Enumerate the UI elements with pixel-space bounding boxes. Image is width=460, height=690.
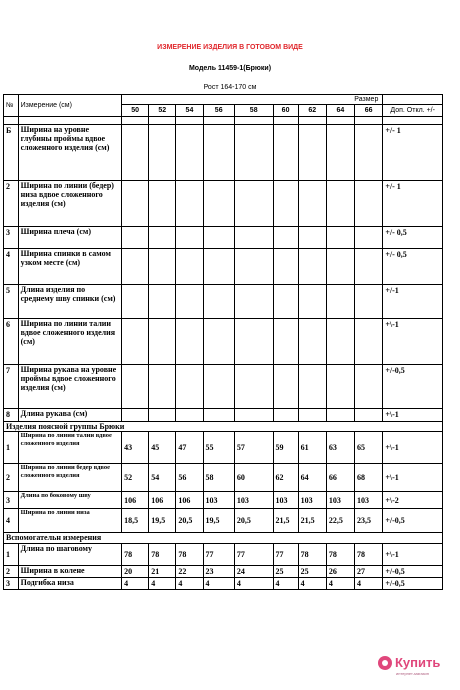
value-cell: 59 xyxy=(273,432,298,464)
value-cell xyxy=(326,365,354,409)
value-cell xyxy=(176,365,203,409)
section-heading-waist: Изделия поясной группы Брюки xyxy=(4,422,443,432)
table-row xyxy=(4,544,443,566)
tolerance-cell: +/- 1 xyxy=(383,181,443,227)
value-cell: 78 xyxy=(298,544,326,566)
value-cell: 25 xyxy=(298,566,326,578)
value-cell xyxy=(122,125,149,181)
value-cell: 77 xyxy=(273,544,298,566)
measure-name: Длина по боковому шву xyxy=(18,492,121,509)
value-cell xyxy=(298,319,326,365)
blank-cell xyxy=(355,117,383,125)
size-header: 54 xyxy=(176,105,203,117)
value-cell: 56 xyxy=(176,464,203,492)
measure-name: Ширина по линии талии вдвое сложенного изделия (см) xyxy=(18,319,121,365)
tolerance-cell: +\-1 xyxy=(383,319,443,365)
value-cell: 103 xyxy=(298,492,326,509)
tolerance-cell: +\-1 xyxy=(383,409,443,422)
tolerance-cell: +/-0,5 xyxy=(383,578,443,590)
value-cell: 21,5 xyxy=(298,509,326,533)
table-row xyxy=(4,509,443,533)
row-number: 2 xyxy=(4,181,19,227)
measure-name: Ширина по линии талии вдвое сложенного изделия xyxy=(18,432,121,464)
value-cell xyxy=(122,365,149,409)
value-cell xyxy=(298,181,326,227)
value-cell: 4 xyxy=(176,578,203,590)
value-cell xyxy=(176,227,203,249)
size-header: 52 xyxy=(149,105,176,117)
value-cell: 47 xyxy=(176,432,203,464)
value-cell xyxy=(355,409,383,422)
value-cell: 78 xyxy=(122,544,149,566)
table-row xyxy=(4,464,443,492)
value-cell: 55 xyxy=(203,432,234,464)
value-cell: 26 xyxy=(326,566,354,578)
value-cell xyxy=(298,125,326,181)
value-cell: 61 xyxy=(298,432,326,464)
tolerance-cell: +\-1 xyxy=(383,464,443,492)
value-cell: 4 xyxy=(326,578,354,590)
table-row xyxy=(4,181,443,227)
size-header: 60 xyxy=(273,105,298,117)
value-cell xyxy=(149,319,176,365)
height-range: Рост 164-170 см xyxy=(203,84,257,91)
value-cell xyxy=(203,285,234,319)
row-number: 5 xyxy=(4,285,19,319)
value-cell: 62 xyxy=(273,464,298,492)
value-cell xyxy=(149,181,176,227)
value-cell: 52 xyxy=(122,464,149,492)
table-row xyxy=(4,566,443,578)
blank-cell xyxy=(383,117,443,125)
value-cell xyxy=(176,409,203,422)
tolerance-cell: +/-0,5 xyxy=(383,365,443,409)
value-cell: 4 xyxy=(298,578,326,590)
size-header: 64 xyxy=(326,105,354,117)
value-cell xyxy=(355,181,383,227)
blank-cell xyxy=(203,117,234,125)
value-cell: 103 xyxy=(326,492,354,509)
tolerance-cell: +/- 0,5 xyxy=(383,249,443,285)
measure-name: Ширина плеча (см) xyxy=(18,227,121,249)
value-cell xyxy=(234,125,273,181)
value-cell xyxy=(203,125,234,181)
value-cell xyxy=(122,285,149,319)
row-number: 4 xyxy=(4,509,19,533)
value-cell: 27 xyxy=(355,566,383,578)
value-cell xyxy=(122,409,149,422)
size-header: 50 xyxy=(122,105,149,117)
row-number: 2 xyxy=(4,464,19,492)
value-cell xyxy=(355,285,383,319)
model-name: Модель 11459-1(Брюки) xyxy=(188,65,272,72)
measure-name: Ширина в колене xyxy=(18,566,121,578)
row-number: 6 xyxy=(4,319,19,365)
col-tolerance-spacer xyxy=(383,95,443,105)
value-cell xyxy=(273,249,298,285)
size-header: 58 xyxy=(234,105,273,117)
measure-name: Длина рукава (см) xyxy=(18,409,121,422)
blank-cell xyxy=(326,117,354,125)
measure-name: Ширина рукава на уровне проймы вдвое сложенного изделия (см) xyxy=(18,365,121,409)
value-cell: 20,5 xyxy=(234,509,273,533)
value-cell: 103 xyxy=(203,492,234,509)
value-cell: 23 xyxy=(203,566,234,578)
value-cell: 64 xyxy=(298,464,326,492)
value-cell xyxy=(203,409,234,422)
value-cell: 43 xyxy=(122,432,149,464)
value-cell xyxy=(298,227,326,249)
blank-cell xyxy=(234,117,273,125)
value-cell xyxy=(298,365,326,409)
value-cell xyxy=(273,125,298,181)
value-cell: 78 xyxy=(176,544,203,566)
value-cell xyxy=(122,249,149,285)
tolerance-cell: +/-0,5 xyxy=(383,566,443,578)
value-cell: 19,5 xyxy=(203,509,234,533)
value-cell: 103 xyxy=(234,492,273,509)
col-measure-header: Измерение (см) xyxy=(18,95,121,117)
size-header: 62 xyxy=(298,105,326,117)
value-cell: 63 xyxy=(326,432,354,464)
value-cell xyxy=(355,227,383,249)
table-row xyxy=(4,365,443,409)
row-number: 4 xyxy=(4,249,19,285)
value-cell: 21 xyxy=(149,566,176,578)
value-cell xyxy=(298,249,326,285)
value-cell: 19,5 xyxy=(149,509,176,533)
value-cell xyxy=(298,409,326,422)
row-number: 3 xyxy=(4,227,19,249)
value-cell: 57 xyxy=(234,432,273,464)
tolerance-cell: +/-1 xyxy=(383,285,443,319)
value-cell: 22 xyxy=(176,566,203,578)
row-number: 7 xyxy=(4,365,19,409)
value-cell: 54 xyxy=(149,464,176,492)
table-row xyxy=(4,285,443,319)
table-row xyxy=(4,227,443,249)
value-cell xyxy=(326,125,354,181)
table-row xyxy=(4,432,443,464)
tolerance-cell: +/- 1 xyxy=(383,125,443,181)
tolerance-cell: +\-1 xyxy=(383,544,443,566)
value-cell: 106 xyxy=(176,492,203,509)
value-cell xyxy=(234,409,273,422)
tolerance-cell: +/-0,5 xyxy=(383,509,443,533)
blank-cell xyxy=(176,117,203,125)
section-heading-aux: Вспомогательн измерения xyxy=(4,533,443,544)
value-cell xyxy=(203,319,234,365)
size-header: 56 xyxy=(203,105,234,117)
value-cell: 21,5 xyxy=(273,509,298,533)
value-cell xyxy=(203,181,234,227)
logo-brand: Купить xyxy=(395,655,441,670)
measure-name: Подгибка низа xyxy=(18,578,121,590)
value-cell xyxy=(176,319,203,365)
value-cell xyxy=(149,125,176,181)
row-number: 1 xyxy=(4,544,19,566)
value-cell: 4 xyxy=(149,578,176,590)
value-cell xyxy=(273,409,298,422)
value-cell xyxy=(326,285,354,319)
value-cell xyxy=(149,227,176,249)
measurement-table xyxy=(3,94,443,590)
value-cell xyxy=(273,319,298,365)
value-cell xyxy=(355,319,383,365)
value-cell xyxy=(355,365,383,409)
tolerance-cell: +\-1 xyxy=(383,432,443,464)
table-row xyxy=(4,319,443,365)
value-cell xyxy=(234,227,273,249)
value-cell xyxy=(234,285,273,319)
row-number: Б xyxy=(4,125,19,181)
row-number: 8 xyxy=(4,409,19,422)
size-header: 66 xyxy=(355,105,383,117)
row-number: 3 xyxy=(4,578,19,590)
value-cell xyxy=(176,181,203,227)
value-cell: 78 xyxy=(355,544,383,566)
row-number: 3 xyxy=(4,492,19,509)
value-cell xyxy=(326,227,354,249)
col-no-header: № xyxy=(4,95,19,117)
value-cell xyxy=(149,365,176,409)
value-cell xyxy=(326,181,354,227)
measure-name: Ширина на уровне глубины проймы вдвое сложенного изделия (см) xyxy=(18,125,121,181)
measure-name: Ширина спинки в самом узком месте (см) xyxy=(18,249,121,285)
measure-name: Ширина по линии бедер вдвое сложенного изделия xyxy=(18,464,121,492)
value-cell: 103 xyxy=(355,492,383,509)
value-cell: 103 xyxy=(273,492,298,509)
value-cell xyxy=(326,249,354,285)
value-cell: 4 xyxy=(203,578,234,590)
measure-name: Ширина по линии низа xyxy=(18,509,121,533)
col-size-header: Размер xyxy=(122,95,383,105)
value-cell: 4 xyxy=(273,578,298,590)
table-row xyxy=(4,409,443,422)
table-row xyxy=(4,125,443,181)
value-cell: 22,5 xyxy=(326,509,354,533)
blank-cell xyxy=(149,117,176,125)
value-cell xyxy=(355,125,383,181)
blank-cell xyxy=(18,117,121,125)
measure-name: Ширина по линии (бедер) низа вдвое сложенного изделия (см) xyxy=(18,181,121,227)
value-cell xyxy=(355,249,383,285)
table-row xyxy=(4,492,443,509)
value-cell xyxy=(273,227,298,249)
value-cell xyxy=(122,319,149,365)
value-cell: 20,5 xyxy=(176,509,203,533)
value-cell xyxy=(122,181,149,227)
value-cell xyxy=(149,285,176,319)
table-row xyxy=(4,578,443,590)
measure-name: Длина по шаговому xyxy=(18,544,121,566)
value-cell: 4 xyxy=(355,578,383,590)
value-cell xyxy=(149,249,176,285)
value-cell: 78 xyxy=(149,544,176,566)
row-number: 2 xyxy=(4,566,19,578)
table-row xyxy=(4,422,443,432)
value-cell: 77 xyxy=(203,544,234,566)
value-cell: 78 xyxy=(326,544,354,566)
blank-cell xyxy=(4,117,19,125)
value-cell: 4 xyxy=(122,578,149,590)
value-cell: 77 xyxy=(234,544,273,566)
value-cell: 106 xyxy=(149,492,176,509)
value-cell xyxy=(298,285,326,319)
value-cell xyxy=(176,125,203,181)
value-cell xyxy=(203,365,234,409)
value-cell xyxy=(122,227,149,249)
value-cell xyxy=(176,249,203,285)
value-cell xyxy=(176,285,203,319)
value-cell xyxy=(234,319,273,365)
value-cell xyxy=(234,249,273,285)
document-title: ИЗМЕРЕНИЕ ИЗДЕЛИЯ В ГОТОВОМ ВИДЕ xyxy=(157,44,303,51)
value-cell xyxy=(326,319,354,365)
value-cell xyxy=(203,227,234,249)
table-row xyxy=(4,117,443,125)
value-cell: 20 xyxy=(122,566,149,578)
blank-cell xyxy=(273,117,298,125)
value-cell: 65 xyxy=(355,432,383,464)
table-row xyxy=(4,249,443,285)
table-row xyxy=(4,533,443,544)
tolerance-cell: +\-2 xyxy=(383,492,443,509)
measure-name: Длина изделия по среднему шву спинки (см) xyxy=(18,285,121,319)
table-row xyxy=(4,95,443,105)
value-cell: 68 xyxy=(355,464,383,492)
value-cell: 45 xyxy=(149,432,176,464)
col-tolerance-header: Доп. Откл. +/- xyxy=(383,105,443,117)
value-cell: 58 xyxy=(203,464,234,492)
value-cell: 23,5 xyxy=(355,509,383,533)
value-cell: 24 xyxy=(234,566,273,578)
value-cell: 106 xyxy=(122,492,149,509)
value-cell: 4 xyxy=(234,578,273,590)
value-cell: 25 xyxy=(273,566,298,578)
value-cell xyxy=(203,249,234,285)
value-cell xyxy=(273,365,298,409)
value-cell xyxy=(326,409,354,422)
value-cell: 18,5 xyxy=(122,509,149,533)
value-cell xyxy=(273,285,298,319)
value-cell: 66 xyxy=(326,464,354,492)
value-cell xyxy=(273,181,298,227)
value-cell xyxy=(234,365,273,409)
logo-tagline: интернет-магазин xyxy=(396,671,429,676)
tolerance-cell: +/- 0,5 xyxy=(383,227,443,249)
value-cell xyxy=(149,409,176,422)
value-cell xyxy=(234,181,273,227)
value-cell: 60 xyxy=(234,464,273,492)
blank-cell xyxy=(122,117,149,125)
row-number: 1 xyxy=(4,432,19,464)
blank-cell xyxy=(298,117,326,125)
